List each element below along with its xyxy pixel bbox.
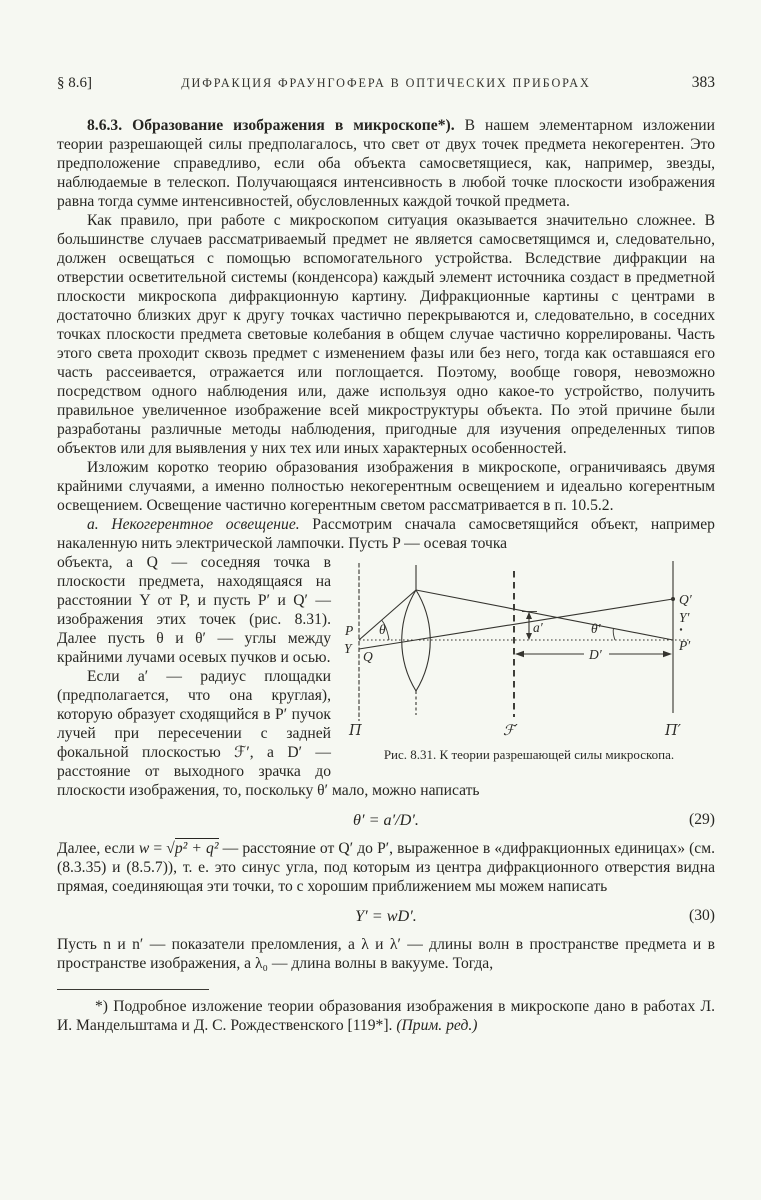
subparagraph-a-heading: а. Некогерентное освещение. (87, 516, 300, 533)
footnote-rule (57, 989, 209, 990)
variable-w: w (138, 840, 150, 857)
label-Y: Y (344, 641, 352, 656)
running-head (57, 74, 715, 92)
label-focal-plane: ℱ′ (503, 723, 518, 739)
label-theta-prime: θ′ (591, 621, 601, 636)
section-number: § 8.6] (57, 75, 92, 91)
paragraph-4-lead (57, 515, 715, 553)
theta-prime-angle-arc (613, 629, 615, 641)
equation-29-number: (29) (689, 811, 715, 828)
footnote-text (57, 997, 715, 1035)
body-text (57, 116, 715, 1035)
paragraph-4-continuation: объекта, а Q — соседняя точка в плоскости предмета, находящаяся на расстоянии Y от P, и пусть P′ и Q′ — изображения этих точек (рис. 8.31). Далее пусть θ и θ′ — углы между крайними лучами осевых пучков и осью. (57, 554, 331, 666)
a-prime-arrowhead-up (526, 612, 532, 619)
q-prime-point (671, 597, 675, 601)
paragraph-2: Как правило, при работе с микроскопом ситуация оказывается значительно сложнее. В большинстве случаев рассматриваемый предмет не является самосветящимся и, следовательно, должен освещаться с помощью вспомогательного устройства. Вследствие дифракции на отверстии осветительной системы (конденсора) каждый элемент источника создаст в предметной плоскости микроскопа дифракционную картину. Дифракционные картины с центрами в достаточно близких друг к другу точках частично перекрываются и, следовательно, в соседних точках плоскости предмета световые колебания в общем случае частично коррелированы. Часть этого света проходит сквозь предмет с изменением фазы или без него, тогда как оставшаяся его часть рассеивается, отражается или поглощается. Поэтому, вообще говоря, невозможно посредством одного наблюдения или, даже используя одно какое-то устройство, получить правильное увеличенное изображение всей микроструктуры объекта. По этой причине были разработаны различные методы наблюдения, пригодные для изучения определенных типов объектов или для выявления у них тех или иных характерных особенностей. (57, 212, 715, 457)
figure-8-31-diagram (343, 553, 715, 739)
label-Q-prime: Q′ (679, 592, 692, 607)
figure-caption: Рис. 8.31. К теории разрешающей силы микроскопа. (383, 747, 675, 762)
footnote-editor-note: (Прим. ред.) (396, 1017, 478, 1034)
label-P-prime: P′ (679, 638, 691, 653)
equation-30-body: Y′ = wD′. (355, 907, 417, 925)
equation-29 (57, 810, 715, 830)
a-prime-arrowhead-down (526, 633, 532, 640)
footnote-text-main: *) Подробное изложение теории образования изображения в микроскопе дано в работах Л. И. Мандельштама и Д. С. Рождественского [119*]. (57, 998, 715, 1034)
d-prime-arrowhead-right (663, 651, 672, 657)
paragraph-6-post: — расстояние от Q′ до P′, выраженное в «дифракционных единицах» (см. (8.3.35) и (8.5.7)), т. е. это синус угла, под которым из центра дифракционного отверстия видна прямая, соединяющая эти точки, то с хорошим приближением мы можем написать (57, 840, 715, 895)
label-D-prime: D′ (589, 647, 602, 662)
ray-lens-top-to-P-prime (416, 590, 673, 640)
equation-29-body: θ′ = a′/D′. (353, 811, 419, 829)
paragraph-6-eqsign: = √ (149, 840, 175, 857)
page-content (57, 74, 715, 1035)
paragraph-6 (57, 839, 715, 896)
paragraph-4-text: Рассмотрим сначала самосветящийся объект, например накаленную нить электрической лампочки. Пусть P — осевая точка (57, 516, 715, 552)
label-P: P (345, 623, 354, 638)
label-theta: θ (379, 622, 386, 637)
label-Q: Q (363, 649, 373, 664)
stray-dot (680, 628, 682, 630)
paragraph-8-6-3-text: В нашем элементарном изложении теории разрешающей силы предполагалось, что свет от двух точек предмета некогерентен. Это предположение справедливо, если оба объекта самосветящиеся, как, например, звезды, наблюдаемые в телескоп. Получающаяся интенсивность в любой точке плоскости изображения равна тогда сумме интенсивностей, обусловленных каждой точкой предмета. (57, 117, 715, 210)
equation-30-number: (30) (689, 907, 715, 924)
label-plane-left: П (349, 723, 362, 739)
label-plane-right: П′ (665, 723, 681, 739)
paragraph-6-pre: Далее, если (57, 840, 139, 857)
running-title: ДИФРАКЦИЯ ФРАУНГОФЕРА В ОПТИЧЕСКИХ ПРИБОРАХ (181, 76, 591, 90)
ray-Q-to-Q-prime (359, 599, 673, 649)
paragraph-5: Если a′ — радиус площадки (предполагается, что она круглая), которую образует сходящийся в P′ пучок лучей при пересечении с задней фокальной плоскостью ℱ′, а D′ — расстояние от выходного зрачка до плоскости изображения, то, поскольку θ′ мало, можно написать (57, 668, 480, 799)
page-number: 383 (691, 74, 715, 91)
paragraph-3: Изложим коротко теорию образования изображения в микроскопе, ограничиваясь двумя крайними случаями, а именно полностью некогерентным освещением и идеально когерентным освещением. Освещение частично когерентным светом рассматривается в п. 10.5.2. (57, 459, 715, 514)
paragraph-7: Пусть n и n′ — показатели преломления, а λ и λ′ — длины волн в пространстве предмета и в пространстве изображения, а λ₀ — длина волны в вакууме. Тогда, (57, 936, 715, 972)
footnote (57, 989, 715, 1035)
equation-30 (57, 906, 715, 926)
label-Y-prime: Y′ (679, 610, 690, 625)
radicand: p² + q² (174, 840, 219, 857)
subsection-heading: 8.6.3. Образование изображения в микроскопе*). (87, 117, 455, 134)
figure-8-31 (343, 553, 715, 762)
label-a-prime: a′ (533, 620, 543, 635)
d-prime-arrowhead-left (515, 651, 524, 657)
paragraph-8-6-3 (57, 116, 715, 211)
